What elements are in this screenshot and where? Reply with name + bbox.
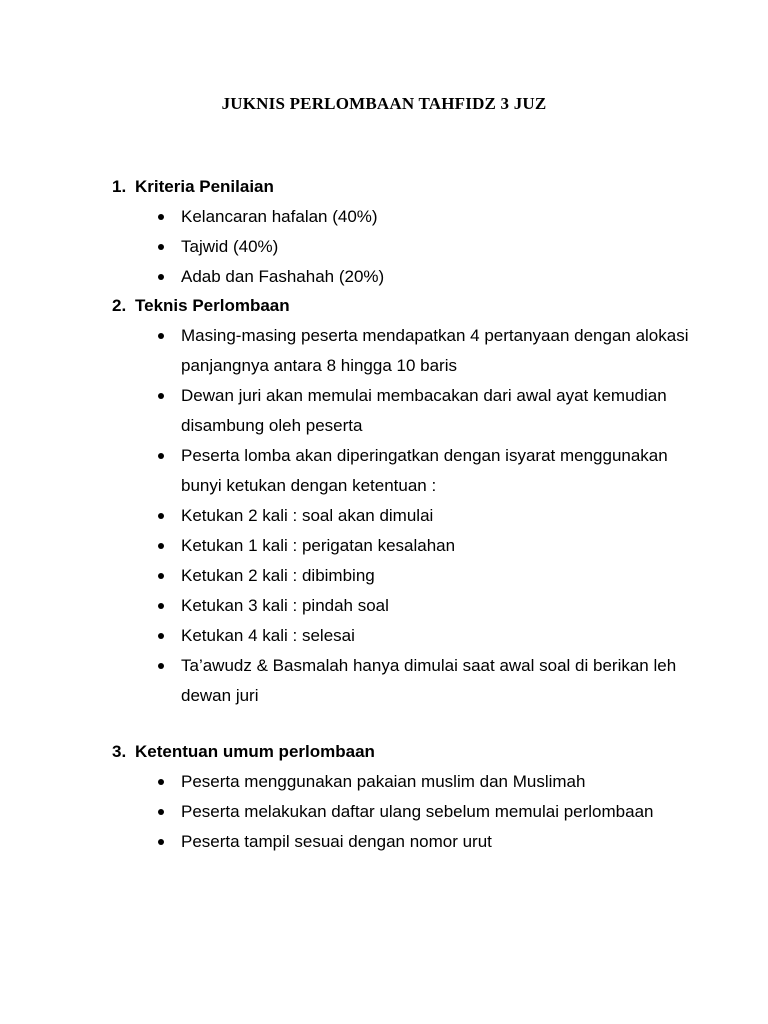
section-heading-text: Ketentuan umum perlombaan	[135, 742, 375, 761]
bullet-icon	[158, 663, 164, 669]
list-item: Peserta lomba akan diperingatkan dengan isyarat menggunakan bunyi ketukan dengan ketentuan :	[112, 441, 701, 501]
bullet-icon	[158, 573, 164, 579]
criteria-list	[112, 202, 732, 292]
section-heading	[112, 737, 732, 767]
list-item: Peserta tampil sesuai dengan nomor urut	[112, 827, 701, 857]
list-item: Ketukan 2 kali : soal akan dimulai	[112, 501, 701, 531]
bullet-icon	[158, 633, 164, 639]
section-number: 1.	[112, 177, 127, 196]
bullet-icon	[158, 453, 164, 459]
list-item: Adab dan Fashahah (20%)	[112, 262, 701, 292]
section-heading	[112, 291, 732, 321]
list-item: Ketukan 2 kali : dibimbing	[112, 561, 701, 591]
list-item: Ketukan 4 kali : selesai	[112, 621, 701, 651]
bullet-icon	[158, 543, 164, 549]
list-item: Kelancaran hafalan (40%)	[112, 202, 701, 232]
list-item: Ketukan 3 kali : pindah soal	[112, 591, 701, 621]
list-item: Ta’awudz & Basmalah hanya dimulai saat awal soal di berikan leh dewan juri	[112, 651, 701, 711]
bullet-icon	[158, 839, 164, 845]
bullet-icon	[158, 513, 164, 519]
bullet-icon	[158, 809, 164, 815]
technical-list	[112, 321, 732, 711]
document-title: JUKNIS PERLOMBAAN TAHFIDZ 3 JUZ	[221, 94, 547, 113]
bullet-icon	[158, 244, 164, 250]
list-item: Tajwid (40%)	[112, 232, 701, 262]
section-number: 2.	[112, 296, 127, 315]
bullet-icon	[158, 214, 164, 220]
list-item: Peserta melakukan daftar ulang sebelum memulai perlombaan	[112, 797, 701, 827]
list-item: Ketukan 1 kali : perigatan kesalahan	[112, 531, 701, 561]
bullet-icon	[158, 779, 164, 785]
bullet-icon	[158, 333, 164, 339]
general-rules-list	[112, 767, 732, 857]
section-heading-text: Kriteria Penilaian	[135, 177, 274, 196]
section-heading-text: Teknis Perlombaan	[135, 296, 290, 315]
list-item: Masing-masing peserta mendapatkan 4 pertanyaan dengan alokasi panjangnya antara 8 hingga 10 baris	[112, 321, 701, 381]
bullet-icon	[158, 603, 164, 609]
bullet-icon	[158, 274, 164, 280]
section-heading	[112, 172, 732, 202]
bullet-icon	[158, 393, 164, 399]
section-number: 3.	[112, 742, 127, 761]
section-kriteria-penilaian	[112, 172, 732, 292]
section-ketentuan-umum	[112, 737, 732, 857]
list-item: Dewan juri akan memulai membacakan dari awal ayat kemudian disambung oleh peserta	[112, 381, 701, 441]
section-teknis-perlombaan	[112, 291, 732, 711]
list-item: Peserta menggunakan pakaian muslim dan Muslimah	[112, 767, 701, 797]
